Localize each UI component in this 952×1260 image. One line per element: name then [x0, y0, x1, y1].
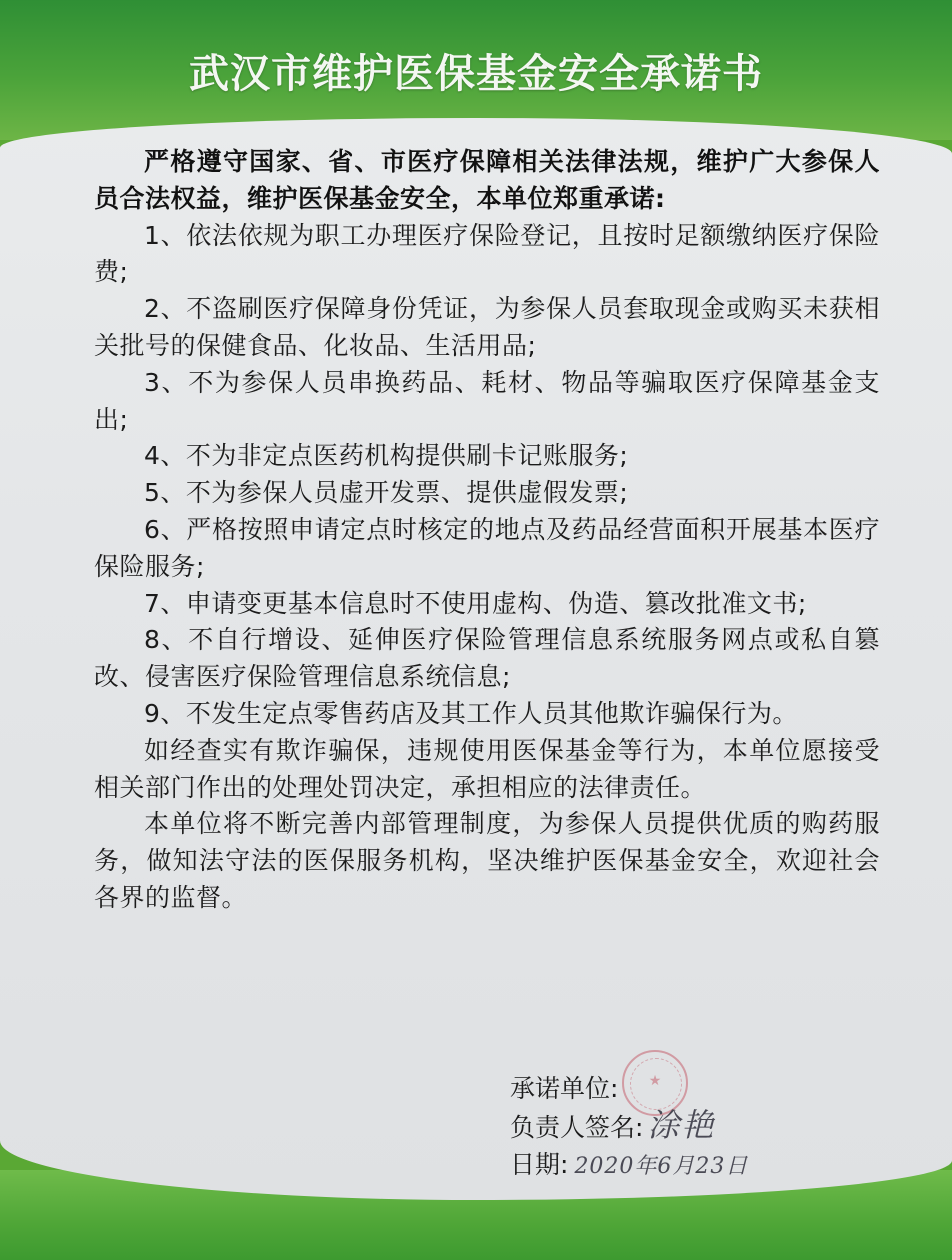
handwritten-signature: 涂艳 — [647, 1106, 716, 1144]
pledge-item-8: 8、不自行增设、延伸医疗保险管理信息系统服务网点或私自篡改、侵害医疗保险管理信息系统信息; — [94, 625, 880, 692]
date-row — [510, 1146, 748, 1185]
pledge-item-9: 9、不发生定点零售药店及其工作人员其他欺诈骗保行为。 — [144, 698, 798, 728]
responsible-label: 负责人签名: — [510, 1113, 644, 1142]
pledge-item-6: 6、严格按照申请定点时核定的地点及药品经营面积开展基本医疗保险服务; — [94, 514, 880, 581]
pledge-item-4: 4、不为非定点医药机构提供刷卡记账服务; — [144, 441, 629, 471]
pledge-item-5: 5、不为参保人员虚开发票、提供虚假发票; — [144, 478, 629, 508]
pledge-item-1: 1、依法依规为职工办理医疗保险登记，且按时足额缴纳医疗保险费; — [94, 220, 880, 287]
pledge-body — [94, 144, 880, 917]
pledge-item-3: 3、不为参保人员串换药品、耗材、物品等骗取医疗保障基金支出; — [94, 367, 880, 434]
pledge-item-7: 7、申请变更基本信息时不使用虚构、伪造、篡改批准文书; — [144, 588, 807, 618]
unit-row — [510, 1070, 748, 1107]
pledge-item-2: 2、不盗刷医疗保障身份凭证，为参保人员套取现金或购买未获相关批号的保健食品、化妆品、生活用品; — [94, 294, 880, 360]
commitment-paragraph: 本单位将不断完善内部管理制度，为参保人员提供优质的购药服务，做知法守法的医保服务机构，坚决维护医保基金安全，欢迎社会各界的监督。 — [94, 809, 880, 912]
responsible-row — [510, 1107, 748, 1146]
signature-block — [510, 1070, 748, 1185]
seal-star-icon: ★ — [648, 1073, 662, 1089]
date-label: 日期: — [510, 1150, 569, 1179]
pledge-items — [94, 218, 880, 733]
liability-paragraph: 如经查实有欺诈骗保，违规使用医保基金等行为，本单位愿接受相关部门作出的处理处罚决定，承担相应的法律责任。 — [94, 735, 880, 802]
document-title: 武汉市维护医保基金安全承诺书 — [189, 51, 763, 97]
unit-label: 承诺单位: — [510, 1074, 619, 1103]
intro-paragraph: 严格遵守国家、省、市医疗保障相关法律法规，维护广大参保人员合法权益，维护医保基金安全，本单位郑重承诺: — [94, 147, 880, 213]
handwritten-date: 2020年6月23日 — [574, 1154, 749, 1179]
